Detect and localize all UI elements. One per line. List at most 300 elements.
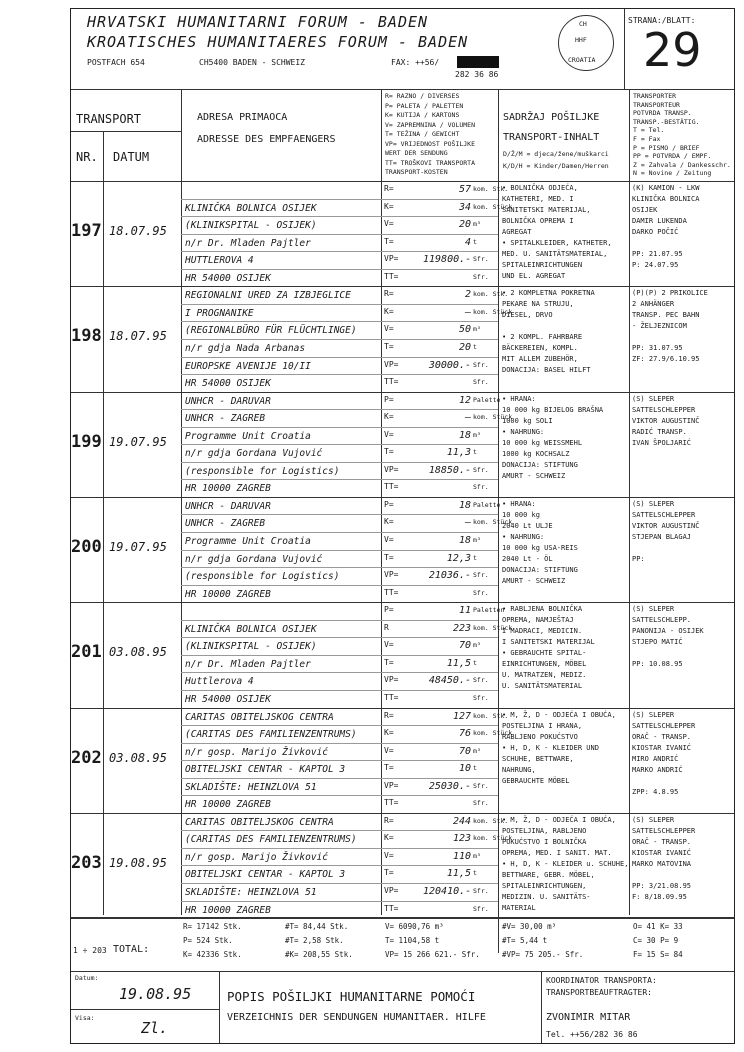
total-col1-line: P= 524 Stk.	[183, 936, 233, 945]
address-line: HR 10000 ZAGREB	[185, 904, 271, 916]
transporter-line: ZF: 27.9/6.10.95	[632, 355, 700, 364]
divider	[71, 971, 734, 972]
quantity-value: 2	[464, 289, 471, 301]
quantity-label: V=	[384, 429, 394, 439]
row-sub-divider	[181, 778, 498, 779]
redaction-block	[457, 56, 499, 68]
transporter-line: PP: 10.08.95	[632, 660, 683, 669]
quantity-value: 244	[452, 815, 471, 827]
entry-number: 202	[71, 747, 102, 768]
quantity-value: 25030.-	[428, 780, 471, 792]
content-line: 10 000 kg BIJELOG BRAŠNA	[502, 405, 604, 414]
quantity-label: VP=	[384, 254, 399, 264]
address-line: SKLADIŠTE: HEINZLOVA 51	[185, 781, 317, 793]
content-line: • HRANA:	[502, 394, 536, 403]
row-divider	[71, 918, 734, 919]
quantity-value: 127	[452, 710, 471, 722]
quantity-unit: m³	[473, 430, 481, 439]
content-line: MEDIZIN. U. SANITÄTS-	[502, 892, 591, 901]
entry-date: 19.07.95	[109, 539, 167, 554]
transporter-line: KIOSTAR IVANIĆ	[632, 848, 692, 857]
legend-line: T= TEŽINA / GEWICHT	[385, 130, 460, 138]
divider	[181, 89, 182, 915]
quantity-label: R=	[384, 815, 394, 825]
quantity-value: 110	[452, 850, 471, 862]
quantity-value: 20	[458, 341, 471, 353]
quantity-unit: m³	[473, 641, 481, 650]
quantity-unit: Sfr.	[473, 676, 489, 685]
content-line: OPREMA, NAMJEŠTAJ	[502, 616, 574, 625]
quantity-unit: kom. Stk.	[473, 185, 509, 193]
quantity-unit: kom. Stk.	[473, 290, 509, 299]
quantity-value: 34	[458, 201, 471, 213]
col-nr: NR.	[76, 150, 98, 164]
org-name-de: KROATISCHES HUMANITAERES FORUM - BADEN	[87, 33, 469, 51]
content-line: I SANITETSKI MATERIJAL	[502, 638, 595, 647]
quantity-unit: m³	[473, 220, 481, 229]
transporter-line: SATTELSCHLEPPER	[632, 826, 696, 835]
row-sub-divider	[181, 199, 498, 200]
address-line: I PROGNANIKE	[185, 307, 254, 319]
address-line: (KLINIKSPITAL - OSIJEK)	[185, 220, 317, 232]
quantity-value: 18	[458, 535, 471, 546]
transporter-line: MIRO ANDRIĆ	[632, 754, 679, 763]
address-line: Programme Unit Croatia	[185, 536, 311, 547]
content-line: • M, Ž, D - ODJEĆA I OBUĆA,	[502, 710, 616, 719]
content-line: OPREMA, MED. I SANIT. MAT.	[502, 848, 612, 857]
quantity-unit: t	[473, 764, 477, 773]
quantity-unit: m³	[473, 536, 481, 544]
quantity-label: T=	[384, 868, 394, 878]
divider	[71, 181, 734, 182]
transporter-line: (S) SLEPER	[632, 499, 675, 508]
quantity-value: 11	[458, 605, 471, 617]
seal-mid-text: HHF	[575, 36, 587, 44]
legend-line: WERT DER SENDUNG	[385, 149, 448, 157]
content-line: BETTWARE, GEBR. MÖBEL,	[502, 870, 595, 879]
address-line: HR 54000 OSIJEK	[185, 693, 271, 705]
divider	[71, 89, 734, 90]
address-line: (responsible for Logistics)	[185, 465, 340, 477]
row-sub-divider	[181, 655, 498, 656]
content-line: 1000 kg KOCHSALZ	[502, 449, 570, 458]
seal-top-text: CH	[579, 20, 587, 28]
quantity-label: TT=	[384, 271, 399, 281]
quantity-value: 123	[452, 833, 471, 845]
content-line: • 2 KOMPLETNA POKRETNA	[502, 289, 595, 298]
quantity-unit: kom. Stk.	[473, 816, 509, 825]
transporter-line: TRANSP. PEC BAHN	[632, 311, 700, 320]
transporter-line: VIKTOR AUGUSTINČ	[632, 416, 700, 425]
address-line: n/r gdja Gordana Vujović	[185, 448, 323, 460]
quantity-unit: t	[473, 237, 477, 246]
content-line: 10 000 kg WEISSMEHL	[502, 438, 583, 447]
entry-number: 201	[71, 642, 102, 663]
content-line: • H, D, K - KLEIDER u. SCHUHE,	[502, 859, 629, 868]
row-sub-divider	[181, 357, 498, 358]
quantity-value: 18	[458, 499, 471, 511]
row-sub-divider	[181, 743, 498, 744]
quantity-label: V=	[384, 535, 394, 544]
content-line: DIESEL, DRVO	[502, 311, 553, 320]
row-sub-divider	[181, 514, 498, 515]
col-kdh: K/D/H = Kinder/Damen/Herren	[503, 162, 609, 170]
row-sub-divider	[181, 321, 498, 322]
address-line: Huttlerova 4	[185, 676, 254, 688]
total-col2-line: #T= 84,44 Stk.	[285, 922, 349, 931]
page-number: 29	[643, 23, 702, 77]
quantity-unit: m³	[473, 851, 481, 860]
quantity-unit: Palette	[473, 395, 501, 404]
quantity-unit: Sfr.	[473, 781, 489, 790]
koordinator-name: ZVONIMIR MITAR	[546, 1012, 631, 1023]
content-line: POKUĆSTVO I BOLNIČKA	[502, 837, 587, 846]
quantity-label: K=	[384, 517, 394, 527]
content-line: MED. U. SANITÄTSMATERIAL,	[502, 250, 608, 258]
verzeichnis-title: VERZEICHNIS DER SENDUNGEN HUMANITAER. HILFE	[227, 1012, 486, 1023]
legend-line: V= ZAPREMNINA / VOLUMEN	[385, 120, 476, 129]
quantity-label: R=	[384, 710, 394, 720]
transporter-line: PP: 3/21.08.95	[632, 881, 692, 890]
quantity-unit: Sfr.	[473, 465, 489, 474]
quantity-label: K=	[384, 412, 394, 422]
legend-line: VP= VRIJEDNOST POŠILJKE	[385, 139, 476, 148]
quantity-label: TT=	[384, 798, 399, 808]
address-line: SKLADIŠTE: HEINZLOVA 51	[185, 887, 317, 898]
quantity-label: VP=	[384, 675, 399, 685]
quantity-label: T=	[384, 552, 394, 562]
content-line: 10 000 kg	[502, 510, 540, 519]
strana-label: STRANA:/BLATT:	[628, 16, 696, 25]
transporter-header-line: N = Novine / Zeitung	[633, 169, 712, 178]
content-line: UND EL. AGREGAT	[502, 272, 566, 280]
content-line: PEKARE NA STRUJU,	[502, 300, 574, 309]
content-line: • GEBRAUCHTE SPITAL-	[502, 649, 587, 658]
transporter-line: SATTELSCHLEPP.	[632, 616, 692, 625]
row-divider	[71, 392, 734, 393]
content-line: BOLNIČKA OPREMA I	[502, 217, 574, 225]
quantity-value: 57	[458, 184, 471, 195]
quantity-label: TT=	[384, 482, 399, 492]
address-line: Programme Unit Croatia	[185, 430, 311, 442]
quantity-label: V=	[384, 745, 394, 755]
quantity-label: V=	[384, 640, 394, 650]
transporter-line: IVAN ŠPOLJARIĆ	[632, 438, 692, 447]
transporter-line: RADIĆ TRANSP.	[632, 427, 687, 436]
row-sub-divider	[181, 444, 498, 445]
address-line: OBITELJSKI CENTAR - KAPTOL 3	[185, 764, 346, 776]
row-sub-divider	[181, 304, 498, 305]
content-line: RABLJENO POKUĆSTVO	[502, 732, 578, 741]
total-col1-line: K= 42336 Stk.	[183, 950, 242, 959]
transporter-header-line: F = Fax	[633, 135, 661, 143]
entry-date: 18.07.95	[109, 329, 167, 344]
address-line: KLINIČKA BOLNICA OSIJEK	[185, 202, 317, 214]
quantity-label: T=	[384, 447, 394, 457]
transporter-line: KLINIČKA BOLNICA	[632, 195, 700, 203]
address-line: n/r gosp. Marijo Živković	[185, 746, 328, 758]
quantity-label: TT=	[384, 587, 399, 597]
quantity-label: T=	[384, 763, 394, 773]
content-line: • HRANA:	[502, 499, 536, 508]
quantity-value: 70	[458, 745, 471, 757]
row-sub-divider	[181, 409, 498, 410]
quantity-value: 12	[458, 394, 471, 406]
legend-line: R= RAZNO / DIVERSES	[385, 92, 460, 100]
row-sub-divider	[181, 462, 498, 463]
address-line: UNHCR - DARUVAR	[185, 395, 271, 407]
transporter-line: STJEPAN BLAGAJ	[632, 532, 692, 541]
transporter-line: F: 8/18.09.95	[632, 892, 687, 901]
quantity-unit: m³	[473, 325, 481, 334]
transporter-line: ORAČ - TRANSP.	[632, 732, 692, 741]
content-line: 10 000 kg USA-REIS	[502, 543, 578, 552]
quantity-unit: kom. Stück	[473, 834, 513, 843]
content-line: POSTELJINA, RABLJENO	[502, 826, 587, 835]
transporter-line: PP: 21.07.95	[632, 250, 683, 258]
quantity-value: 48450.-	[428, 675, 471, 687]
content-line: U. MATRATZEN, MEDIZ.	[502, 671, 587, 680]
row-sub-divider	[181, 637, 498, 638]
quantity-value: 223	[452, 622, 471, 634]
transporter-line: SATTELSCHLEPPER	[632, 405, 696, 414]
col-datum: DATUM	[113, 150, 150, 164]
transporter-header-line: PP = POTVRDA / EMPF.	[633, 152, 712, 161]
transporter-line: (S) SLEPER	[632, 394, 675, 403]
content-line: 2040 Lt ULJE	[502, 521, 553, 530]
address-line: CARITAS OBITELJSKOG CENTRA	[185, 816, 334, 828]
content-line: • H, D, K - KLEIDER UND	[502, 743, 599, 752]
quantity-unit: t	[473, 869, 477, 878]
divider	[103, 131, 104, 915]
row-sub-divider	[181, 830, 498, 831]
address-line: n/r gosp. Marijo Živković	[185, 851, 328, 863]
address-line: HR 10000 ZAGREB	[185, 799, 271, 811]
koordinator-label: KOORDINATOR TRANSPORTA:	[546, 976, 657, 985]
transporter-line: PP: 31.07.95	[632, 344, 683, 353]
koordinator-label-de: TRANSPORTBEAUFTRAGTER:	[546, 988, 652, 997]
quantity-label: T=	[384, 236, 394, 246]
legend-line: TT= TROŠKOVI TRANSPORTA	[385, 158, 476, 167]
datum-label: Datum:	[75, 974, 99, 982]
quantity-value: —	[464, 517, 471, 529]
address-line: n/r Dr. Mladen Pajtler	[185, 237, 311, 249]
quantity-label: TT=	[384, 903, 399, 913]
content-line: EINRICHTUNGEN, MÖBEL	[502, 660, 587, 669]
total-col3-line: V= 6090,76 m³	[385, 922, 444, 931]
row-sub-divider	[181, 251, 498, 252]
content-line: • BOLNIČKA ODJEĆA,	[502, 184, 578, 192]
total-col4-line: #T= 5,44 t	[502, 936, 548, 945]
entry-number: 197	[71, 221, 102, 241]
quantity-value: 11,5	[446, 657, 471, 669]
quantity-label: VP=	[384, 780, 399, 790]
content-line: SPITALEINRICHTUNGEN	[502, 261, 583, 269]
col-djz: D/Ž/M = djeca/žene/muškarci	[503, 150, 609, 158]
total-col4-line: #VP= 75 205.- Sfr.	[502, 950, 584, 959]
divider	[71, 917, 734, 918]
address-line: HR 54000 OSIJEK	[185, 272, 271, 284]
quantity-label: K=	[384, 306, 394, 316]
content-line: DONACIJA: STIFTUNG	[502, 460, 578, 469]
transporter-header-line: TRANSPORTER	[633, 92, 677, 100]
document-page	[70, 8, 735, 1044]
address-line: UNHCR - DARUVAR	[185, 500, 271, 512]
transporter-line: PP:	[632, 554, 645, 563]
address-line: HUTTLEROVA 4	[185, 255, 254, 267]
row-sub-divider	[181, 672, 498, 673]
transporter-header-line: P = PISMO / BRIEF	[633, 143, 700, 152]
col-transport: TRANSPORT	[76, 112, 142, 126]
quantity-label: T=	[384, 657, 394, 667]
quantity-value: 50	[458, 324, 471, 336]
quantity-label: K=	[384, 833, 394, 843]
total-col1-line: R= 17142 Stk.	[183, 922, 242, 931]
transporter-header-line: POTVRDA TRANSP.	[633, 109, 692, 118]
address-line: UNHCR - ZAGREB	[185, 413, 266, 425]
transporter-line: (S) SLEPER	[632, 710, 675, 719]
row-sub-divider	[181, 883, 498, 884]
fax-label: FAX: ++56/	[391, 58, 440, 67]
quantity-label: T=	[384, 341, 394, 351]
total-col2-line: #K= 208,55 Stk.	[285, 950, 353, 959]
transporter-line: ORAČ - TRANSP.	[632, 837, 692, 846]
col-sadrzaj: SADRŽAJ POŠILJKE	[503, 112, 600, 123]
transporter-line: OSIJEK	[632, 206, 658, 214]
quantity-value: 21036.-	[428, 570, 471, 582]
divider	[624, 9, 625, 89]
content-line: KATHETERI, MED. I	[502, 195, 574, 203]
quantity-unit: Sfr.	[473, 693, 489, 702]
quantity-unit: Sfr.	[473, 588, 489, 597]
quantity-label: V=	[384, 850, 394, 860]
content-line: • SPITALKLEIDER, KATHETER,	[502, 239, 612, 247]
postfach: POSTFACH 654	[87, 58, 145, 67]
divider	[71, 131, 181, 132]
row-sub-divider	[181, 427, 498, 428]
quantity-unit: Sfr.	[473, 255, 489, 264]
entry-number: 198	[71, 326, 102, 347]
transporter-line: MARKO MATOVINA	[632, 859, 692, 868]
quantity-value: 30000.-	[428, 359, 471, 371]
transporter-line: DAMIR LUKENDA	[632, 217, 687, 225]
total-col5-line: O= 41 K= 33	[633, 922, 683, 931]
address-line: UNHCR - ZAGREB	[185, 518, 266, 530]
divider	[541, 971, 542, 1043]
col-adresse: ADRESSE DES EMPFAENGERS	[197, 134, 336, 145]
row-sub-divider	[181, 374, 498, 375]
quantity-unit: kom. Stück	[473, 518, 513, 527]
quantity-label: K=	[384, 728, 394, 738]
content-line: AGREGAT	[502, 228, 532, 236]
quantity-unit: Sfr.	[473, 904, 489, 913]
divider	[381, 89, 382, 915]
quantity-unit: Sfr.	[473, 378, 489, 387]
address-line: EUROPSKE AVENIJE 10/II	[185, 360, 311, 372]
quantity-unit: Sfr.	[473, 571, 489, 580]
address-line: (responsible for Logistics)	[185, 571, 340, 583]
row-sub-divider	[181, 234, 498, 235]
quantity-unit: kom. Stück	[473, 623, 513, 632]
transporter-header-line: Z = Zahvala / Dankesschr.	[633, 160, 731, 169]
content-line: SCHUHE, BETTWARE,	[502, 754, 574, 763]
address-line: REGIONALNI URED ZA IZBJEGLICE	[185, 290, 351, 302]
address-line: (CARITAS DES FAMILIENZENTRUMS)	[185, 834, 357, 846]
content-line: • NAHRUNG:	[502, 427, 545, 436]
quantity-unit: kom. Stück	[473, 202, 513, 211]
address-line: CARITAS OBITELJSKOG CENTRA	[185, 711, 334, 723]
totals-range: 1 ÷ 203	[73, 946, 107, 955]
quantity-unit: t	[473, 448, 477, 457]
total-col5-line: C= 30 P= 9	[633, 936, 679, 945]
content-line: MIT ALLEM ZUBEHÖR,	[502, 355, 578, 364]
row-sub-divider	[181, 848, 498, 849]
quantity-unit: kom. Stück	[473, 729, 513, 738]
address-line: n/r Dr. Mladen Pajtler	[185, 658, 311, 670]
content-line: 2040 Lt - ÖL	[502, 554, 553, 563]
quantity-value: 12,3	[446, 552, 471, 564]
quantity-label: TT=	[384, 377, 399, 387]
transporter-header-line: T = Tel.	[633, 126, 665, 135]
transporter-line: P: 24.07.95	[632, 261, 679, 269]
row-divider	[71, 497, 734, 498]
quantity-value: 11,5	[446, 868, 471, 880]
total-col2-line: #T= 2,58 Stk.	[285, 936, 344, 945]
quantity-unit: Sfr.	[473, 799, 489, 808]
entry-number: 203	[71, 852, 102, 873]
address-line: OBITELJSKI CENTAR - KAPTOL 3	[185, 869, 346, 881]
quantity-unit: kom. Stück	[473, 307, 513, 316]
content-line: GEBRAUCHTE MÖBEL	[502, 776, 570, 785]
content-line: • 2 KOMPL. FAHRBARE	[502, 333, 583, 342]
total-col3-line: VP= 15 266 621.- Sfr.	[385, 950, 480, 959]
row-sub-divider	[181, 620, 498, 621]
quantity-unit: Sfr.	[473, 360, 489, 369]
legend-line: K= KUTIJA / KARTONS	[385, 111, 460, 119]
transporter-line: - ŽELJEZNICOM	[632, 322, 687, 331]
row-sub-divider	[181, 760, 498, 761]
transporter-line: (S) SLEPER	[632, 605, 675, 614]
address-line: HR 54000 OSIJEK	[185, 378, 271, 390]
content-line: NAHRUNG,	[502, 765, 536, 774]
row-divider	[71, 813, 734, 814]
divider	[219, 971, 220, 1043]
legend-line: TRANSPORT-KOSTEN	[385, 168, 448, 176]
content-line: POSTELJINA I HRANA,	[502, 721, 583, 730]
quantity-value: 10	[458, 763, 471, 775]
quantity-unit: kom. Stk.	[473, 711, 509, 720]
entry-date: 03.08.95	[109, 645, 167, 660]
transporter-line: STJEPO MATIĆ	[632, 638, 683, 647]
row-sub-divider	[181, 901, 498, 902]
fax-number: 282 36 86	[455, 70, 499, 79]
koordinator-tel: Tel. ++56/282 36 86	[546, 1030, 638, 1039]
transporter-line: PANONIJA - OSIJEK	[632, 627, 704, 636]
address-line: HR 10000 ZAGREB	[185, 483, 271, 495]
visa-signature: Zl.	[141, 1019, 169, 1037]
quantity-value: —	[464, 412, 471, 424]
address-line: HR 10000 ZAGREB	[185, 588, 271, 600]
quantity-unit: t	[473, 658, 477, 667]
quantity-label: V=	[384, 219, 394, 229]
quantity-value: 18850.-	[428, 464, 471, 476]
total-col5-line: F= 15 S= 84	[633, 950, 683, 959]
popis-title: POPIS POŠILJKI HUMANITARNE POMOĆI	[227, 989, 476, 1004]
quantity-unit: Sfr.	[473, 887, 489, 895]
content-line: 1000 kg SOLI	[502, 416, 553, 425]
quantity-value: 70	[458, 640, 471, 652]
quantity-unit: t	[473, 553, 477, 562]
